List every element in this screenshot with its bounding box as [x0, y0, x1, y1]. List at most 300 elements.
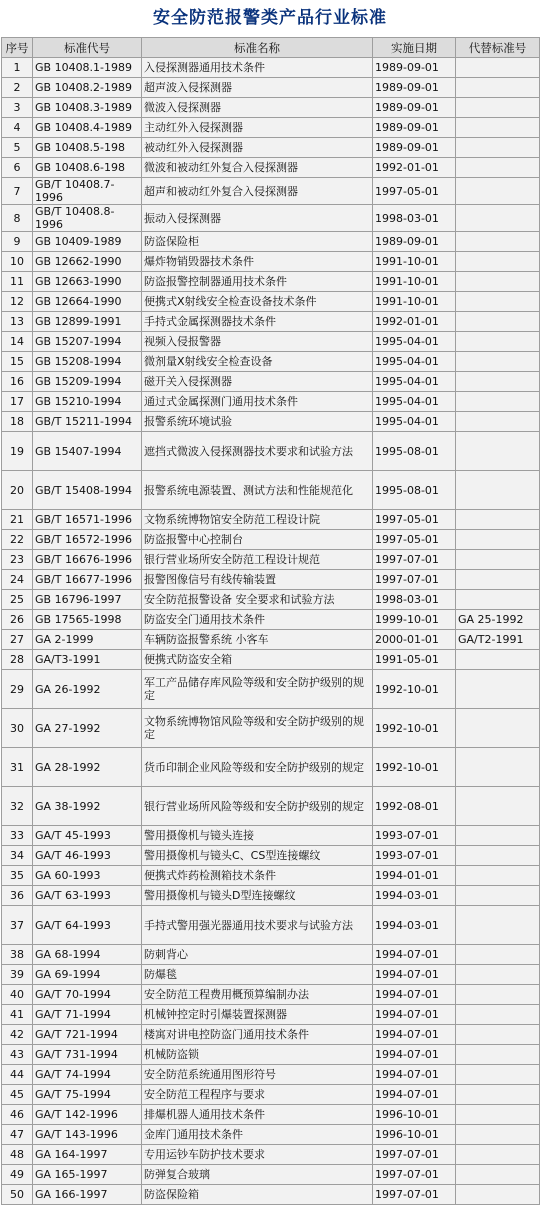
cell-code: GB/T 15408-1994	[33, 471, 142, 510]
cell-name: 银行营业场所安全防范工程设计规范	[142, 550, 373, 570]
cell-name: 手持式警用强光器通用技术要求与试验方法	[142, 906, 373, 945]
cell-replaces	[456, 138, 540, 158]
cell-name: 爆炸物销毁器技术条件	[142, 252, 373, 272]
cell-code: GA/T 731-1994	[33, 1045, 142, 1065]
cell-index: 4	[2, 118, 33, 138]
cell-replaces	[456, 965, 540, 985]
cell-replaces	[456, 1065, 540, 1085]
cell-name: 便携式防盗安全箱	[142, 650, 373, 670]
cell-replaces	[456, 1045, 540, 1065]
table-row	[2, 1105, 540, 1125]
cell-replaces	[456, 58, 540, 78]
cell-name: 机械防盗锁	[142, 1045, 373, 1065]
cell-date: 1994-07-01	[373, 1065, 456, 1085]
cell-replaces	[456, 1165, 540, 1185]
header-name: 标准名称	[142, 38, 373, 58]
cell-name: 视频入侵报警器	[142, 332, 373, 352]
cell-code: GA/T 46-1993	[33, 846, 142, 866]
cell-name: 报警系统电源装置、测试方法和性能规范化	[142, 471, 373, 510]
table-row	[2, 1125, 540, 1145]
table-row	[2, 392, 540, 412]
cell-name: 安全防范工程程序与要求	[142, 1085, 373, 1105]
table-row	[2, 570, 540, 590]
cell-index: 34	[2, 846, 33, 866]
table-row	[2, 590, 540, 610]
cell-index: 47	[2, 1125, 33, 1145]
cell-code: GA 27-1992	[33, 709, 142, 748]
cell-name: 防盗保险柜	[142, 232, 373, 252]
header-row	[2, 38, 540, 58]
cell-index: 25	[2, 590, 33, 610]
cell-name: 振动入侵探测器	[142, 205, 373, 232]
cell-date: 1997-05-01	[373, 178, 456, 205]
header-date: 实施日期	[373, 38, 456, 58]
table-row	[2, 432, 540, 471]
cell-name: 报警系统环境试验	[142, 412, 373, 432]
cell-name: 楼寓对讲电控防盗门通用技术条件	[142, 1025, 373, 1045]
cell-index: 7	[2, 178, 33, 205]
table-row	[2, 630, 540, 650]
cell-name: 防盗报警控制器通用技术条件	[142, 272, 373, 292]
cell-date: 1994-03-01	[373, 906, 456, 945]
cell-index: 29	[2, 670, 33, 709]
cell-index: 14	[2, 332, 33, 352]
cell-code: GA 68-1994	[33, 945, 142, 965]
cell-code: GA 28-1992	[33, 748, 142, 787]
cell-code: GA/T 721-1994	[33, 1025, 142, 1045]
cell-date: 1994-07-01	[373, 1085, 456, 1105]
cell-date: 1995-04-01	[373, 392, 456, 412]
table-row	[2, 232, 540, 252]
cell-index: 16	[2, 372, 33, 392]
cell-date: 1996-10-01	[373, 1105, 456, 1125]
cell-index: 1	[2, 58, 33, 78]
cell-index: 21	[2, 510, 33, 530]
cell-name: 机械钟控定时引爆装置探测器	[142, 1005, 373, 1025]
cell-replaces	[456, 392, 540, 412]
cell-code: GA/T 63-1993	[33, 886, 142, 906]
cell-replaces	[456, 272, 540, 292]
table-row	[2, 205, 540, 232]
cell-date: 1994-07-01	[373, 1045, 456, 1065]
table-row	[2, 292, 540, 312]
table-row	[2, 530, 540, 550]
cell-name: 主动红外入侵探测器	[142, 118, 373, 138]
cell-date: 1995-04-01	[373, 412, 456, 432]
cell-name: 防弹复合玻璃	[142, 1165, 373, 1185]
table-row	[2, 1025, 540, 1045]
table-row	[2, 58, 540, 78]
table-header	[2, 38, 540, 58]
cell-index: 30	[2, 709, 33, 748]
cell-name: 微剂量X射线安全检查设备	[142, 352, 373, 372]
cell-code: GA/T3-1991	[33, 650, 142, 670]
cell-replaces	[456, 1085, 540, 1105]
cell-name: 安全防范系统通用图形符号	[142, 1065, 373, 1085]
cell-date: 1994-07-01	[373, 1005, 456, 1025]
cell-date: 1992-10-01	[373, 748, 456, 787]
cell-replaces	[456, 352, 540, 372]
cell-replaces	[456, 748, 540, 787]
cell-index: 38	[2, 945, 33, 965]
cell-code: GB 17565-1998	[33, 610, 142, 630]
table-row	[2, 965, 540, 985]
cell-date: 1994-07-01	[373, 985, 456, 1005]
cell-code: GA/T 64-1993	[33, 906, 142, 945]
cell-name: 磁开关入侵探测器	[142, 372, 373, 392]
cell-date: 1991-05-01	[373, 650, 456, 670]
cell-index: 46	[2, 1105, 33, 1125]
cell-replaces	[456, 471, 540, 510]
table-row	[2, 550, 540, 570]
header-replaces: 代替标准号	[456, 38, 540, 58]
table-row	[2, 138, 540, 158]
cell-date: 1992-10-01	[373, 709, 456, 748]
cell-index: 19	[2, 432, 33, 471]
cell-code: GB 10408.1-1989	[33, 58, 142, 78]
cell-index: 42	[2, 1025, 33, 1045]
cell-index: 20	[2, 471, 33, 510]
cell-code: GB/T 16677-1996	[33, 570, 142, 590]
cell-code: GA/T 45-1993	[33, 826, 142, 846]
table-row	[2, 178, 540, 205]
cell-replaces	[456, 650, 540, 670]
cell-index: 44	[2, 1065, 33, 1085]
cell-date: 1989-09-01	[373, 78, 456, 98]
cell-code: GA 69-1994	[33, 965, 142, 985]
cell-replaces	[456, 292, 540, 312]
cell-index: 50	[2, 1185, 33, 1205]
cell-code: GA 166-1997	[33, 1185, 142, 1205]
table-row	[2, 252, 540, 272]
cell-code: GA/T 75-1994	[33, 1085, 142, 1105]
cell-index: 31	[2, 748, 33, 787]
cell-index: 33	[2, 826, 33, 846]
cell-index: 13	[2, 312, 33, 332]
cell-index: 37	[2, 906, 33, 945]
cell-index: 43	[2, 1045, 33, 1065]
cell-replaces	[456, 846, 540, 866]
cell-index: 12	[2, 292, 33, 312]
cell-date: 1998-03-01	[373, 590, 456, 610]
cell-name: 警用摄像机与镜头C、CS型连接螺纹	[142, 846, 373, 866]
cell-date: 1994-07-01	[373, 965, 456, 985]
cell-date: 1991-10-01	[373, 272, 456, 292]
table-row	[2, 985, 540, 1005]
cell-date: 1999-10-01	[373, 610, 456, 630]
cell-code: GB 10408.2-1989	[33, 78, 142, 98]
cell-date: 1991-10-01	[373, 292, 456, 312]
table-row	[2, 826, 540, 846]
cell-code: GA 2-1999	[33, 630, 142, 650]
cell-code: GB 12662-1990	[33, 252, 142, 272]
cell-index: 23	[2, 550, 33, 570]
cell-date: 1995-08-01	[373, 432, 456, 471]
table-row	[2, 906, 540, 945]
table-row	[2, 866, 540, 886]
table-row	[2, 1145, 540, 1165]
cell-index: 18	[2, 412, 33, 432]
cell-name: 安全防范工程费用概预算编制办法	[142, 985, 373, 1005]
cell-code: GA/T 143-1996	[33, 1125, 142, 1145]
table-row	[2, 78, 540, 98]
cell-date: 1989-09-01	[373, 58, 456, 78]
cell-replaces	[456, 826, 540, 846]
cell-name: 排爆机器人通用技术条件	[142, 1105, 373, 1125]
cell-index: 15	[2, 352, 33, 372]
page-title: 安全防范报警类产品行业标准	[153, 8, 387, 28]
cell-name: 警用摄像机与镜头D型连接螺纹	[142, 886, 373, 906]
cell-code: GA/T 74-1994	[33, 1065, 142, 1085]
table-row	[2, 1185, 540, 1205]
cell-name: 货币印制企业风险等级和安全防护级别的规定	[142, 748, 373, 787]
cell-index: 45	[2, 1085, 33, 1105]
table-row	[2, 98, 540, 118]
table-row	[2, 118, 540, 138]
cell-replaces	[456, 510, 540, 530]
cell-name: 文物系统博物馆安全防范工程设计院	[142, 510, 373, 530]
cell-replaces	[456, 178, 540, 205]
cell-replaces	[456, 1185, 540, 1205]
cell-date: 1992-10-01	[373, 670, 456, 709]
cell-code: GB 15207-1994	[33, 332, 142, 352]
table-row	[2, 945, 540, 965]
cell-index: 17	[2, 392, 33, 412]
cell-code: GB/T 10408.8-1996	[33, 205, 142, 232]
cell-date: 1994-07-01	[373, 1025, 456, 1045]
cell-date: 1989-09-01	[373, 98, 456, 118]
cell-date: 1989-09-01	[373, 118, 456, 138]
cell-code: GB 10408.4-1989	[33, 118, 142, 138]
cell-date: 1992-01-01	[373, 158, 456, 178]
cell-index: 48	[2, 1145, 33, 1165]
cell-index: 41	[2, 1005, 33, 1025]
cell-replaces	[456, 1145, 540, 1165]
table-row	[2, 748, 540, 787]
cell-index: 8	[2, 205, 33, 232]
cell-replaces	[456, 590, 540, 610]
cell-replaces	[456, 432, 540, 471]
cell-name: 防爆毯	[142, 965, 373, 985]
table-row	[2, 886, 540, 906]
cell-date: 1995-04-01	[373, 352, 456, 372]
cell-name: 防盗安全门通用技术条件	[142, 610, 373, 630]
cell-name: 报警图像信号有线传输装置	[142, 570, 373, 590]
cell-code: GB 12899-1991	[33, 312, 142, 332]
cell-replaces	[456, 1025, 540, 1045]
cell-name: 手持式金属探测器技术条件	[142, 312, 373, 332]
cell-index: 11	[2, 272, 33, 292]
cell-replaces	[456, 906, 540, 945]
cell-replaces	[456, 232, 540, 252]
cell-name: 警用摄像机与镜头连接	[142, 826, 373, 846]
cell-index: 40	[2, 985, 33, 1005]
cell-code: GB 16796-1997	[33, 590, 142, 610]
cell-code: GA 165-1997	[33, 1165, 142, 1185]
table-row	[2, 846, 540, 866]
table-row	[2, 1065, 540, 1085]
cell-date: 1992-08-01	[373, 787, 456, 826]
cell-name: 被动红外入侵探测器	[142, 138, 373, 158]
cell-date: 1994-03-01	[373, 886, 456, 906]
cell-replaces	[456, 550, 540, 570]
cell-code: GB 12663-1990	[33, 272, 142, 292]
cell-code: GB 10408.5-198	[33, 138, 142, 158]
cell-code: GB/T 15211-1994	[33, 412, 142, 432]
cell-code: GB/T 16572-1996	[33, 530, 142, 550]
cell-replaces	[456, 866, 540, 886]
cell-name: 金库门通用技术条件	[142, 1125, 373, 1145]
cell-date: 1991-10-01	[373, 252, 456, 272]
cell-code: GB 15209-1994	[33, 372, 142, 392]
cell-replaces	[456, 1105, 540, 1125]
cell-name: 便携式炸药检测箱技术条件	[142, 866, 373, 886]
cell-index: 10	[2, 252, 33, 272]
table-row	[2, 670, 540, 709]
cell-date: 1989-09-01	[373, 232, 456, 252]
header-index: 序号	[2, 38, 33, 58]
cell-replaces	[456, 570, 540, 590]
cell-replaces: GA/T2-1991	[456, 630, 540, 650]
cell-index: 22	[2, 530, 33, 550]
cell-index: 35	[2, 866, 33, 886]
table-row	[2, 1165, 540, 1185]
cell-date: 2000-01-01	[373, 630, 456, 650]
cell-name: 文物系统博物馆风险等级和安全防护级别的规定	[142, 709, 373, 748]
table-row	[2, 650, 540, 670]
cell-code: GB/T 16571-1996	[33, 510, 142, 530]
cell-date: 1998-03-01	[373, 205, 456, 232]
cell-index: 28	[2, 650, 33, 670]
cell-replaces	[456, 372, 540, 392]
table-row	[2, 352, 540, 372]
table-row	[2, 412, 540, 432]
cell-date: 1994-07-01	[373, 945, 456, 965]
cell-code: GA/T 142-1996	[33, 1105, 142, 1125]
cell-date: 1997-05-01	[373, 530, 456, 550]
cell-date: 1995-04-01	[373, 332, 456, 352]
cell-date: 1992-01-01	[373, 312, 456, 332]
cell-name: 超声波入侵探测器	[142, 78, 373, 98]
cell-replaces	[456, 709, 540, 748]
table-row	[2, 1005, 540, 1025]
cell-replaces	[456, 886, 540, 906]
cell-replaces	[456, 312, 540, 332]
table-row	[2, 610, 540, 630]
cell-replaces: GA 25-1992	[456, 610, 540, 630]
cell-code: GB 10408.3-1989	[33, 98, 142, 118]
cell-code: GB/T 16676-1996	[33, 550, 142, 570]
cell-code: GA 38-1992	[33, 787, 142, 826]
cell-name: 车辆防盗报警系统 小客车	[142, 630, 373, 650]
cell-code: GB 12664-1990	[33, 292, 142, 312]
table-row	[2, 158, 540, 178]
cell-index: 26	[2, 610, 33, 630]
table-row	[2, 332, 540, 352]
cell-replaces	[456, 78, 540, 98]
cell-name: 遮挡式微波入侵探测器技术要求和试验方法	[142, 432, 373, 471]
standards-table	[1, 37, 540, 1205]
table-row	[2, 787, 540, 826]
table-row	[2, 709, 540, 748]
cell-replaces	[456, 1125, 540, 1145]
cell-replaces	[456, 945, 540, 965]
cell-name: 入侵探测器通用技术条件	[142, 58, 373, 78]
cell-replaces	[456, 530, 540, 550]
cell-date: 1997-07-01	[373, 1185, 456, 1205]
cell-date: 1993-07-01	[373, 826, 456, 846]
cell-code: GB 15407-1994	[33, 432, 142, 471]
cell-name: 防盗报警中心控制台	[142, 530, 373, 550]
cell-name: 专用运钞车防护技术要求	[142, 1145, 373, 1165]
cell-replaces	[456, 670, 540, 709]
cell-date: 1994-01-01	[373, 866, 456, 886]
cell-date: 1993-07-01	[373, 846, 456, 866]
cell-name: 超声和被动红外复合入侵探测器	[142, 178, 373, 205]
cell-index: 24	[2, 570, 33, 590]
table-row	[2, 312, 540, 332]
cell-replaces	[456, 412, 540, 432]
cell-index: 27	[2, 630, 33, 650]
cell-name: 银行营业场所风险等级和安全防护级别的规定	[142, 787, 373, 826]
cell-replaces	[456, 985, 540, 1005]
cell-index: 49	[2, 1165, 33, 1185]
cell-code: GA 164-1997	[33, 1145, 142, 1165]
cell-date: 1996-10-01	[373, 1125, 456, 1145]
cell-name: 防盗保险箱	[142, 1185, 373, 1205]
cell-index: 39	[2, 965, 33, 985]
table-row	[2, 272, 540, 292]
cell-index: 3	[2, 98, 33, 118]
cell-replaces	[456, 787, 540, 826]
table-row	[2, 372, 540, 392]
cell-code: GB 10409-1989	[33, 232, 142, 252]
cell-date: 1995-08-01	[373, 471, 456, 510]
cell-name: 通过式金属探测门通用技术条件	[142, 392, 373, 412]
cell-replaces	[456, 118, 540, 138]
cell-date: 1997-07-01	[373, 1145, 456, 1165]
table-body	[2, 58, 540, 1205]
cell-name: 微波和被动红外复合入侵探测器	[142, 158, 373, 178]
cell-index: 32	[2, 787, 33, 826]
cell-index: 2	[2, 78, 33, 98]
cell-name: 便携式X射线安全检查设备技术条件	[142, 292, 373, 312]
cell-date: 1995-04-01	[373, 372, 456, 392]
cell-replaces	[456, 252, 540, 272]
cell-code: GB 15210-1994	[33, 392, 142, 412]
table-row	[2, 1045, 540, 1065]
cell-replaces	[456, 1005, 540, 1025]
cell-code: GB 10408.6-198	[33, 158, 142, 178]
table-row	[2, 1085, 540, 1105]
cell-name: 安全防范报警设备 安全要求和试验方法	[142, 590, 373, 610]
cell-date: 1997-07-01	[373, 570, 456, 590]
cell-date: 1989-09-01	[373, 138, 456, 158]
cell-replaces	[456, 332, 540, 352]
cell-code: GB 15208-1994	[33, 352, 142, 372]
cell-index: 36	[2, 886, 33, 906]
header-code: 标准代号	[33, 38, 142, 58]
cell-index: 5	[2, 138, 33, 158]
cell-date: 1997-07-01	[373, 1165, 456, 1185]
cell-code: GA 26-1992	[33, 670, 142, 709]
cell-date: 1997-05-01	[373, 510, 456, 530]
cell-date: 1997-07-01	[373, 550, 456, 570]
cell-replaces	[456, 158, 540, 178]
table-row	[2, 471, 540, 510]
cell-code: GA 60-1993	[33, 866, 142, 886]
cell-index: 6	[2, 158, 33, 178]
